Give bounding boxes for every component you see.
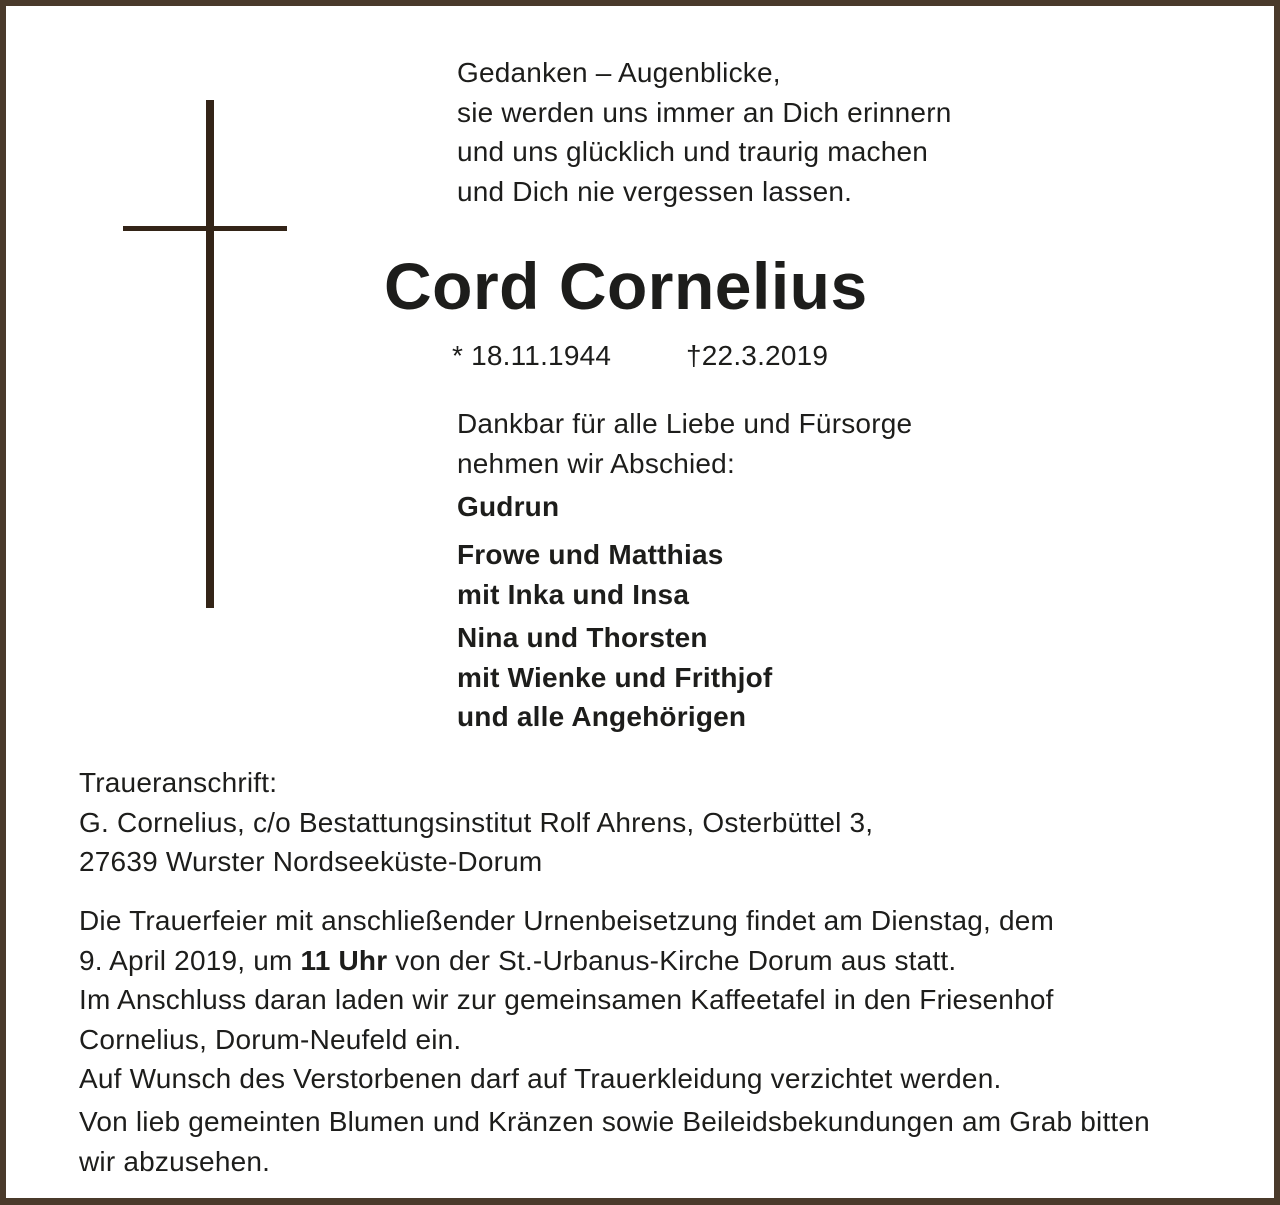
ceremony-time: 11 Uhr <box>300 944 388 976</box>
ceremony-line <box>79 941 1054 981</box>
poem-line: Gedanken – Augenblicke, <box>457 57 781 88</box>
poem <box>457 53 952 211</box>
poem-line: und Dich nie vergessen lassen. <box>457 175 853 207</box>
poem-line: und uns glücklich und traurig machen <box>457 136 929 167</box>
family-line: mit Wienke und Frithjof <box>457 661 773 693</box>
poem-line: sie werden uns immer an Dich erinnern <box>457 96 952 128</box>
cross-icon-vertical <box>206 100 214 608</box>
ceremony-line: Auf Wunsch des Verstorbenen darf auf Trauerkleidung verzichtet werden. <box>79 1063 1002 1094</box>
mourning-address <box>79 763 873 882</box>
family-line: Gudrun <box>457 491 560 522</box>
address-line: 27639 Wurster Nordseeküste-Dorum <box>79 846 543 877</box>
thanks-text <box>457 404 912 483</box>
ceremony-location: von der St.-Urbanus-Kirche Dorum aus statt. <box>387 944 957 976</box>
ceremony-info <box>79 901 1054 1099</box>
thanks-line: nehmen wir Abschied: <box>457 447 735 479</box>
deceased-name: Cord Cornelius <box>384 249 868 323</box>
family-line: Nina und Thorsten <box>457 622 708 653</box>
family-line: Frowe und Matthias <box>457 539 724 570</box>
family-group-1 <box>457 487 559 526</box>
family-group-3 <box>457 618 772 737</box>
family-line: und alle Angehörigen <box>457 701 747 732</box>
closing-request <box>79 1102 1150 1182</box>
ceremony-line: Die Trauerfeier mit anschließender Urnenbeisetzung findet am Dienstag, dem <box>79 905 1055 936</box>
ceremony-line: Im Anschluss daran laden wir zur gemeinsamen Kaffeetafel in den Friesenhof <box>79 984 1054 1015</box>
closing-line: Von lieb gemeinten Blumen und Kränzen sowie Beileidsbekundungen am Grab bitten <box>79 1106 1150 1137</box>
birth-date: * 18.11.1944 <box>452 340 612 371</box>
address-line: G. Cornelius, c/o Bestattungsinstitut Rolf Ahrens, Osterbüttel 3, <box>79 806 874 838</box>
address-line: Traueranschrift: <box>79 767 278 798</box>
family-line: mit Inka und Insa <box>457 578 690 610</box>
closing-line: wir abzusehen. <box>79 1146 271 1177</box>
cross-icon-horizontal <box>123 226 287 231</box>
ceremony-line: Cornelius, Dorum-Neufeld ein. <box>79 1023 462 1055</box>
family-group-2 <box>457 535 724 614</box>
death-date: †22.3.2019 <box>686 340 829 371</box>
ceremony-date: 9. April 2019, um <box>79 944 301 976</box>
thanks-line: Dankbar für alle Liebe und Fürsorge <box>457 408 913 439</box>
